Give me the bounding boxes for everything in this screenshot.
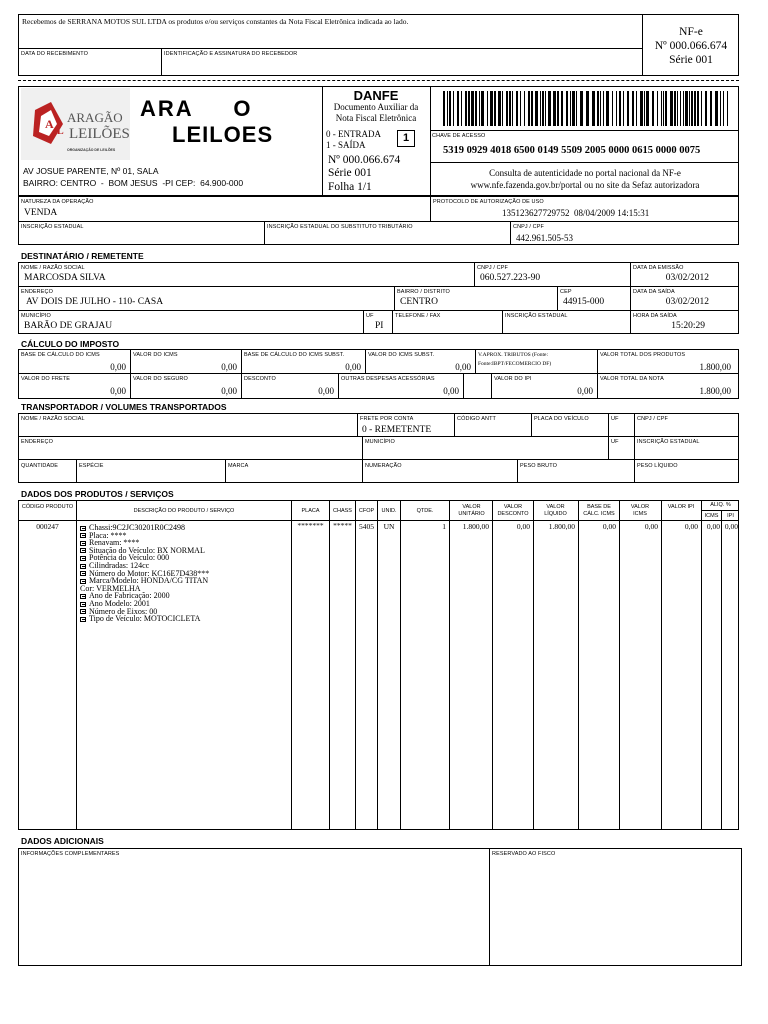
destinatario-title: DESTINATÁRIO / REMETENTE — [21, 251, 144, 261]
row-qtde: 1 — [442, 522, 446, 531]
transporte-block — [18, 413, 739, 483]
th-vliq: VALOR LÍQUIDO — [544, 504, 567, 517]
description-text: Cor: VERMELHA — [80, 583, 141, 593]
description-text: Chassi:9C2JC30201R0C2498 — [89, 523, 186, 532]
th-codigo: CÓDIGO PRODUTO — [21, 504, 74, 510]
row-cfop: 5405 — [359, 522, 374, 531]
svg-text:L: L — [57, 126, 64, 137]
dest-fone-label: TELEFONE / FAX — [395, 313, 441, 319]
aprox-label: V.APROX. TRIBUTOS (Fonte: — [478, 352, 548, 358]
th-aliq: ALIQ. % — [710, 502, 731, 508]
desconto-value: 0,00 — [318, 386, 334, 396]
th-aliq-ipi: IPI — [727, 513, 734, 519]
col-line-placa — [329, 500, 330, 830]
row-aliq-icms: 0,00 — [706, 522, 720, 531]
product-description — [80, 524, 290, 623]
th-aliq-icms: ICMS — [704, 513, 719, 519]
frete-value: 0,00 — [110, 386, 126, 396]
imp-hline — [18, 373, 739, 374]
bullet-icon — [80, 533, 86, 538]
fisco-label: RESERVADO AO FISCO — [492, 851, 556, 857]
dest-nome-label: NOME / RAZÃO SOCIAL — [21, 265, 85, 271]
danfe-title: DANFE — [353, 88, 399, 103]
tr-qtd-label: QUANTIDADE — [21, 463, 59, 469]
receipt-date-label: DATA DO RECEBIMENTO — [21, 51, 88, 57]
receipt-nfe-label: NF-e — [679, 26, 703, 38]
th-cfop: CFOP — [358, 508, 375, 514]
dest-bairro-value: CENTRO — [400, 297, 438, 307]
imp-vline1 — [130, 349, 131, 399]
total-prod-label: VALOR TOTAL DOS PRODUTOS — [600, 352, 686, 358]
col-line-vicms — [661, 500, 662, 830]
protocolo-label: PROTOCOLO DE AUTORIZAÇÃO DE USO — [433, 199, 544, 205]
dest-vline4 — [557, 286, 558, 310]
tr-marca-label: MARCA — [228, 463, 249, 469]
bullet-icon — [80, 609, 86, 614]
dest-cnpj-label: CNPJ / CPF — [477, 265, 508, 271]
dest-cep-label: CEP — [560, 289, 572, 295]
imp-vline2 — [241, 349, 242, 399]
info-compl-label: INFORMAÇÕES COMPLEMENTARES — [21, 851, 120, 857]
col-line-vdesc — [533, 500, 534, 830]
description-text: Situação do Veículo: BX NORMAL — [89, 545, 205, 555]
th-vdesc: VALOR DESCONTO — [497, 504, 529, 517]
th-vunit: VALOR UNITÁRIO — [458, 504, 485, 517]
tr-vline1 — [357, 413, 358, 436]
description-text: Placa: **** — [89, 530, 127, 540]
cut-line — [18, 80, 739, 81]
adicionais-block — [18, 848, 742, 966]
dest-bairro-label: BAIRRO / DISTRITO — [397, 289, 450, 295]
tr-vline6 — [362, 436, 363, 459]
tr-frete-value: 0 - REMETENTE — [362, 425, 432, 435]
desconto-label: DESCONTO — [244, 376, 276, 382]
bullet-icon — [80, 548, 86, 553]
tr-vline4 — [608, 413, 609, 436]
logo-text-top: ARAGÃO — [67, 110, 123, 125]
bc-st-label: BASE DE CÁLCULO DO ICMS SUBST. — [244, 352, 345, 358]
danfe-serie: Série 001 — [328, 167, 372, 179]
row-vunit: 1.800,00 — [462, 522, 489, 531]
dest-nome-value: MARCOSDA SILVA — [24, 273, 106, 283]
description-text: Ano Modelo: 2001 — [89, 598, 150, 608]
tr-vline11 — [517, 459, 518, 483]
total-nota-label: VALOR TOTAL DA NOTA — [600, 376, 664, 382]
dest-vline5 — [363, 310, 364, 334]
bullet-icon — [80, 526, 86, 531]
row-chassi: ***** — [333, 521, 352, 530]
bc-st-value: 0,00 — [345, 362, 361, 372]
issuer-address2: BAIRRO: CENTRO - BOM JESUS -PI CEP: 64.900-000 — [23, 178, 244, 188]
th-placa: PLACA — [301, 508, 320, 514]
col-line-unid — [400, 500, 401, 830]
issuer-cnpj-label: CNPJ / CPF — [513, 224, 544, 230]
description-text: Tipo de Veículo: MOTOCICLETA — [89, 614, 201, 624]
description-text: Potência do Veículo: 000 — [89, 553, 170, 563]
natureza-label: NATUREZA DA OPERAÇÃO — [21, 199, 94, 205]
consulta-line2: www.nfe.fazenda.gov.br/portal ou no site da Sefaz autorizadora — [470, 180, 700, 190]
tr-numeracao-label: NUMERAÇÃO — [365, 463, 402, 469]
tr-vline5 — [634, 413, 635, 459]
col-line-chassi — [355, 500, 356, 830]
row-unid: UN — [383, 522, 395, 531]
bullet-icon — [80, 579, 86, 584]
dest-hora-label: HORA DA SAÍDA — [633, 313, 677, 319]
receipt-nfe-number: Nº 000.066.674 — [654, 40, 728, 52]
dest-vline3 — [394, 286, 395, 310]
adicionais-divider — [489, 848, 490, 966]
natureza-value: VENDA — [24, 208, 58, 218]
dest-vline6 — [392, 310, 393, 334]
dest-vline7 — [502, 310, 503, 334]
total-prod-value: 1.800,00 — [699, 362, 731, 372]
row-vliq: 1.800,00 — [548, 522, 575, 531]
description-text: Número de Eixos: 00 — [89, 606, 158, 616]
outras-value: 0,00 — [443, 386, 459, 396]
col-line-qtde — [449, 500, 450, 830]
description-text: Cilindradas: 124cc — [89, 560, 150, 570]
imp-vline4b — [463, 373, 464, 399]
svg-text:A: A — [45, 117, 54, 131]
v-icms-value: 0,00 — [221, 362, 237, 372]
tr-hline1 — [18, 436, 739, 437]
tr-hline2 — [18, 459, 739, 460]
dest-saida-value: 03/02/2012 — [665, 297, 709, 307]
total-nota-value: 1.800,00 — [699, 386, 731, 396]
bullet-icon — [80, 594, 86, 599]
operation-vline3 — [510, 221, 511, 245]
key-hline — [430, 162, 739, 163]
danfe-subtitle1: Documento Auxiliar da — [333, 102, 419, 112]
issuer-address: AV JOSUE PARENTE, Nº 01, SALA — [23, 166, 159, 176]
col-line-aliq — [721, 510, 722, 830]
row-codigo: 000247 — [36, 522, 59, 531]
outras-label: OUTRAS DESPESAS ACESSÓRIAS — [341, 376, 435, 382]
bullet-icon — [80, 617, 86, 622]
bullet-icon — [80, 541, 86, 546]
dest-uf-value: PI — [375, 321, 384, 331]
receipt-nfe-serie: Série 001 — [669, 54, 713, 66]
imp-vline4 — [475, 349, 476, 373]
dest-cnpj-value: 060.527.223-90 — [480, 273, 541, 283]
col-line-vunit — [492, 500, 493, 830]
row-bcicms: 0,00 — [602, 522, 616, 531]
tr-uf2-label: UF — [611, 439, 619, 445]
tr-municipio-label: MUNICÍPIO — [365, 439, 395, 445]
dest-municipio-value: BARÃO DE GRAJAU — [24, 321, 113, 331]
seguro-label: VALOR DO SEGURO — [133, 376, 188, 382]
seguro-value: 0,00 — [221, 386, 237, 396]
col-line-codigo — [76, 500, 77, 830]
danfe-folha: Folha 1/1 — [328, 181, 372, 193]
barcode-hline — [430, 130, 739, 131]
tr-vline10 — [362, 459, 363, 483]
company-logo — [21, 88, 130, 160]
dest-hora-value: 15:20:29 — [671, 321, 705, 331]
v-icms-label: VALOR DO ICMS — [133, 352, 178, 358]
th-chassi: CHASS — [333, 508, 352, 514]
danfe-type-box: 1 — [397, 130, 415, 147]
danfe-subtitle2: Nota Fiscal Eletrônica — [335, 113, 417, 123]
description-text: Marca/Modelo: HONDA/CG TITAN — [89, 576, 209, 586]
bullet-icon — [80, 602, 86, 607]
aprox-label2: Fonte:IBPT/FECOMERCIO DF) — [478, 361, 552, 367]
tr-vline2 — [454, 413, 455, 436]
bullet-icon — [80, 556, 86, 561]
issuer-name-line2: LEILOES — [172, 122, 274, 147]
dest-endereco-label: ENDEREÇO — [21, 289, 53, 295]
col-line-vipi — [701, 500, 702, 830]
imposto-title: CÁLCULO DO IMPOSTO — [21, 339, 120, 349]
imp-vline5 — [597, 349, 598, 399]
operation-vline2 — [264, 221, 265, 245]
row-placa: ******* — [297, 521, 324, 530]
receipt-hline — [18, 48, 642, 49]
tr-peso-bruto-label: PESO BRUTO — [520, 463, 557, 469]
dest-uf-label: UF — [366, 313, 374, 319]
col-line-desc — [291, 500, 292, 830]
tr-uf-label: UF — [611, 416, 619, 422]
ipi-label: VALOR DO IPI — [494, 376, 532, 382]
dest-vline1 — [474, 262, 475, 286]
dest-cep-value: 44915-000 — [563, 297, 605, 307]
consulta-line1: Consulta de autenticidade no portal nacional da NF-e — [489, 168, 681, 178]
danfe-entrada: 0 - ENTRADA — [326, 129, 381, 139]
barcode — [443, 91, 728, 126]
tr-ie-label: INSCRIÇÃO ESTADUAL — [637, 439, 700, 445]
issuer-name-line1: ARA O — [140, 96, 253, 121]
imp-vline3 — [365, 349, 366, 373]
th-vipi: VALOR IPI — [667, 504, 695, 510]
v-st-label: VALOR DO ICMS SUBST. — [368, 352, 435, 358]
access-key-label: CHAVE DE ACESSO — [432, 133, 486, 139]
danfe-saida: 1 - SAÍDA — [326, 140, 366, 150]
tr-vline3 — [531, 413, 532, 436]
protocolo-value: 135123627729752 08/04/2009 14:15:31 — [502, 208, 650, 218]
tr-vline8 — [76, 459, 77, 483]
bc-icms-label: BASE DE CÁLCULO DO ICMS — [21, 352, 100, 358]
tr-placa-label: PLACA DO VEÍCULO — [534, 416, 589, 422]
v-st-value: 0,00 — [455, 362, 471, 372]
dest-emissao-value: 03/02/2012 — [665, 273, 709, 283]
tr-cnpj-label: CNPJ / CPF — [637, 416, 668, 422]
tr-vline9 — [225, 459, 226, 483]
bullet-icon — [80, 564, 86, 569]
col-line-bcicms — [619, 500, 620, 830]
ie-label: INSCRIÇÃO ESTADUAL — [21, 224, 84, 230]
operation-hline — [18, 221, 739, 222]
tr-especie-label: ESPÉCIE — [79, 463, 104, 469]
access-key-value: 5319 0929 4018 6500 0149 5509 2005 0000 0615 0000 0075 — [443, 145, 701, 156]
col-line-cfop — [377, 500, 378, 830]
imp-vline4c — [491, 373, 492, 399]
description-text: Número do Motor: KC16E7D438*** — [89, 568, 210, 578]
th-qtde: QTDE. — [416, 508, 434, 514]
description-line — [80, 615, 290, 623]
dest-vline2 — [630, 262, 631, 334]
row-aliq-ipi: 0,00 — [724, 522, 738, 531]
dest-endereco-value: AV DOIS DE JULHO - 110- CASA — [26, 297, 164, 307]
prod-header-line — [18, 520, 739, 521]
th-descricao: DESCRIÇÃO DO PRODUTO / SERVIÇO — [133, 508, 235, 514]
row-vipi: 0,00 — [684, 522, 698, 531]
produtos-title: DADOS DOS PRODUTOS / SERVIÇOS — [21, 489, 174, 499]
receipt-text: Recebemos de SERRANA MOTOS SUL LTDA os produtos e/ou serviços constantes da Nota Fiscal Eletrônica indicada ao lado. — [22, 17, 409, 26]
dest-municipio-label: MUNICÍPIO — [21, 313, 51, 319]
tr-frete-label: FRETE POR CONTA — [360, 416, 414, 422]
tr-vline7 — [608, 436, 609, 459]
th-vicms: VALOR ICMS — [630, 504, 650, 517]
aliq-header-line — [701, 510, 739, 511]
th-bcicms: BASE DE CÁLC. ICMS — [583, 504, 615, 517]
tr-peso-liquido-label: PESO LÍQUIDO — [637, 463, 678, 469]
tr-antt-label: CÓDIGO ANTT — [457, 416, 496, 422]
issuer-cnpj-value: 442.961.505-53 — [516, 233, 573, 243]
logo-text-bottom: LEILÕES — [69, 126, 130, 142]
imp-vline3b — [338, 373, 339, 399]
row-vdesc: 0,00 — [516, 522, 530, 531]
dest-emissao-label: DATA DA EMISSÃO — [633, 265, 684, 271]
adicionais-title: DADOS ADICIONAIS — [21, 836, 104, 846]
ie-subst-label: INSCRIÇÃO ESTADUAL DO SUBSTITUTO TRIBUTÁRIO — [267, 224, 413, 230]
receipt-sign-label: IDENTIFICAÇÃO E ASSINATURA DO RECEBEDOR — [164, 51, 298, 57]
frete-label: VALOR DO FRETE — [21, 376, 70, 382]
row-vicms: 0,00 — [644, 522, 658, 531]
th-unid: UNID. — [381, 508, 397, 514]
bc-icms-value: 0,00 — [110, 362, 126, 372]
tr-endereco-label: ENDEREÇO — [21, 439, 53, 445]
ipi-value: 0,00 — [577, 386, 593, 396]
logo-subtitle: ORGANIZAÇÃO DE LEILÕES — [67, 148, 116, 152]
transporte-title: TRANSPORTADOR / VOLUMES TRANSPORTADOS — [21, 402, 227, 412]
danfe-number: Nº 000.066.674 — [328, 154, 401, 166]
description-text: Renavam: **** — [89, 538, 140, 548]
bullet-icon — [80, 571, 86, 576]
dest-saida-label: DATA DA SAÍDA — [633, 289, 675, 295]
tr-vline12 — [634, 459, 635, 483]
receipt-vline — [161, 48, 162, 76]
col-line-vliq — [578, 500, 579, 830]
tr-nome-label: NOME / RAZÃO SOCIAL — [21, 416, 85, 422]
dest-ie-label: INSCRIÇÃO ESTADUAL — [505, 313, 568, 319]
operation-vline1 — [430, 196, 431, 221]
description-text: Ano de Fabricação: 2000 — [89, 591, 170, 601]
